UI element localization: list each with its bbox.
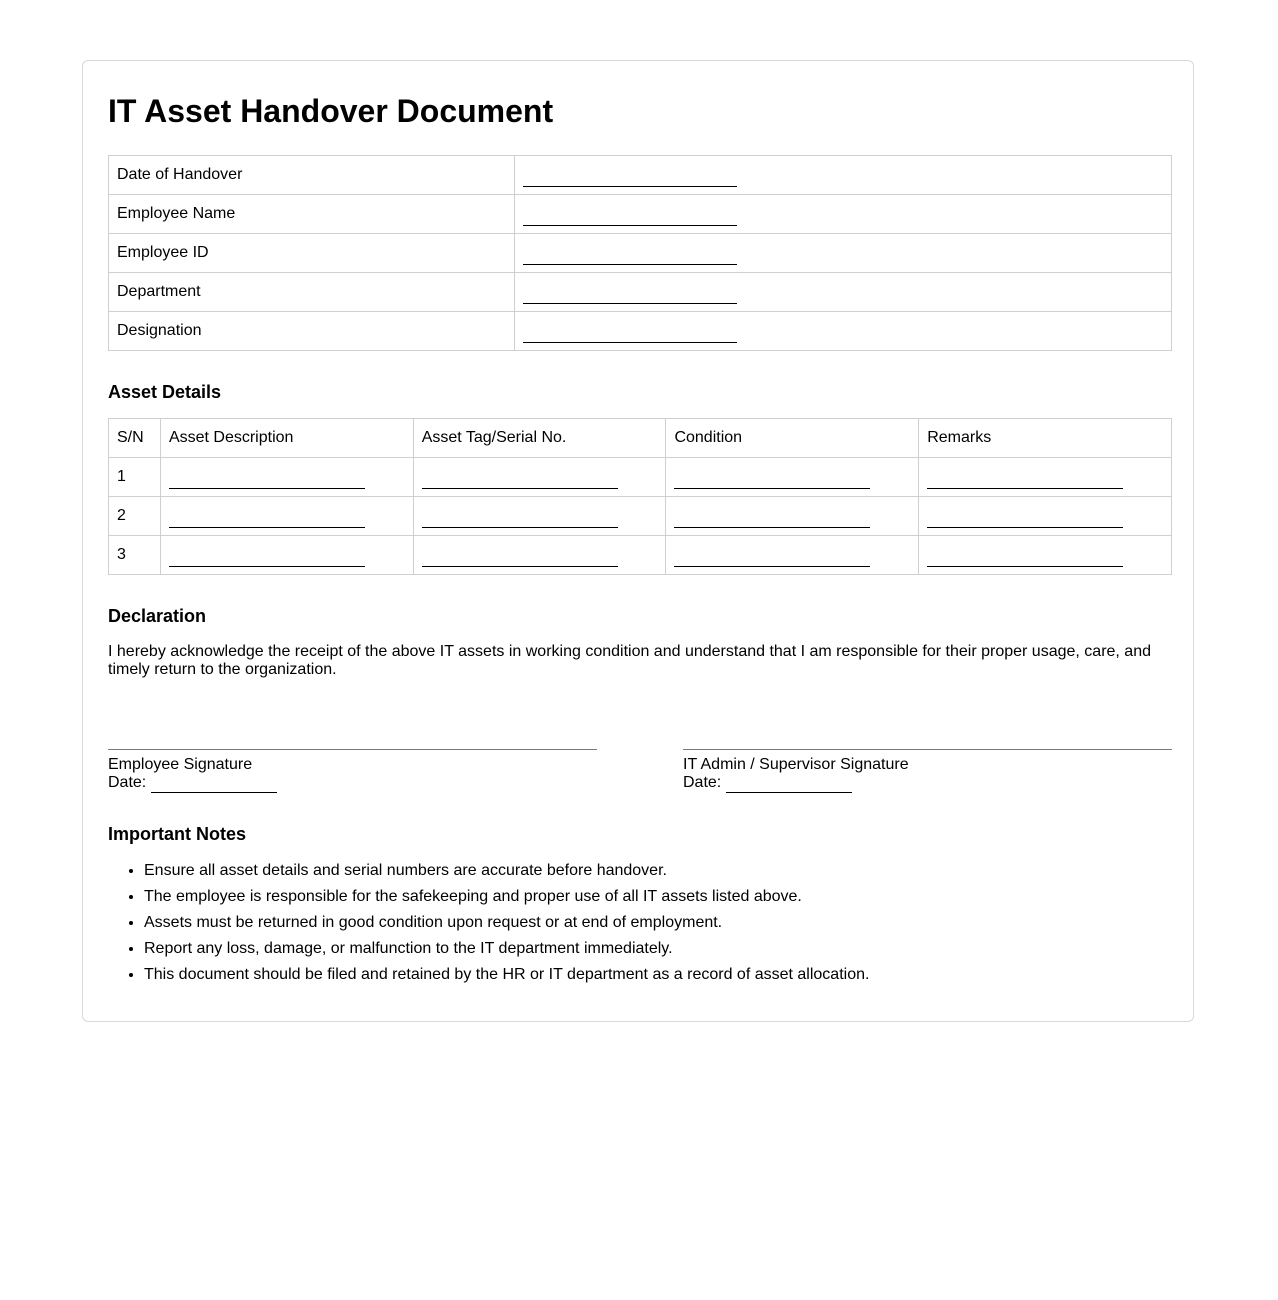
list-item: • Ensure all asset details and serial numbers are accurate before handover. (144, 858, 869, 884)
cell (919, 458, 1172, 497)
page-title: IT Asset Handover Document (108, 93, 554, 129)
info-row-employee-id (109, 234, 1172, 273)
declaration-text: I hereby acknowledge the receipt of the above IT assets in working condition and understand that I am responsible for their proper usage, care, and timely return to the organization. (108, 643, 1151, 678)
cell (919, 536, 1172, 575)
row-serial-number: 2 (109, 497, 161, 536)
remarks-field[interactable] (927, 548, 1123, 567)
column-header-asset-tag: Asset Tag/Serial No. (413, 419, 666, 458)
list-item: • Assets must be returned in good condition upon request or at end of employment. (144, 910, 869, 936)
cell (160, 458, 413, 497)
column-header-asset-description: Asset Description (160, 419, 413, 458)
info-value-cell (515, 234, 1172, 273)
table-row (109, 497, 1172, 536)
info-label: Date of Handover (109, 156, 515, 195)
info-value-cell (515, 156, 1172, 195)
designation-field[interactable] (523, 324, 737, 343)
info-value-cell (515, 273, 1172, 312)
row-serial-number: 3 (109, 536, 161, 575)
table-header-row (109, 419, 1172, 458)
asset-description-field[interactable] (169, 509, 365, 528)
notes-list (108, 858, 869, 988)
asset-tag-field[interactable] (422, 470, 618, 489)
document-card (82, 60, 1194, 1022)
employee-name-field[interactable] (523, 207, 737, 226)
department-field[interactable] (523, 285, 737, 304)
important-notes-heading: Important Notes (108, 824, 247, 844)
cell (413, 497, 666, 536)
info-value-cell (515, 195, 1172, 234)
employee-date-field[interactable] (151, 776, 277, 793)
list-item: • This document should be filed and retained by the HR or IT department as a record of asset allocation. (144, 962, 869, 988)
date-label: Date: (108, 774, 147, 791)
column-header-remarks: Remarks (919, 419, 1172, 458)
cell (413, 458, 666, 497)
info-label: Employee Name (109, 195, 515, 234)
cell (666, 536, 919, 575)
cell (160, 536, 413, 575)
signature-date-line (108, 774, 597, 792)
admin-signature-label: IT Admin / Supervisor Signature (683, 756, 909, 773)
date-of-handover-field[interactable] (523, 168, 737, 187)
admin-date-field[interactable] (726, 776, 852, 793)
employee-info-table (108, 155, 1172, 351)
info-row-department (109, 273, 1172, 312)
admin-signature-block[interactable] (683, 749, 1172, 792)
info-row-designation (109, 312, 1172, 351)
cell (919, 497, 1172, 536)
info-label: Department (109, 273, 515, 312)
remarks-field[interactable] (927, 470, 1123, 489)
info-value-cell (515, 312, 1172, 351)
cell (666, 458, 919, 497)
table-row (109, 458, 1172, 497)
row-serial-number: 1 (109, 458, 161, 497)
remarks-field[interactable] (927, 509, 1123, 528)
info-row-date (109, 156, 1172, 195)
table-row (109, 536, 1172, 575)
column-header-condition: Condition (666, 419, 919, 458)
asset-details-heading: Asset Details (108, 382, 222, 402)
date-label: Date: (683, 774, 722, 791)
list-item: • Report any loss, damage, or malfunction to the IT department immediately. (144, 936, 869, 962)
asset-tag-field[interactable] (422, 548, 618, 567)
condition-field[interactable] (674, 548, 870, 567)
declaration-heading: Declaration (108, 606, 207, 626)
signature-date-line (683, 774, 1172, 792)
cell (160, 497, 413, 536)
column-header-sn: S/N (109, 419, 161, 458)
asset-description-field[interactable] (169, 548, 365, 567)
asset-tag-field[interactable] (422, 509, 618, 528)
cell (666, 497, 919, 536)
list-item: • The employee is responsible for the safekeeping and proper use of all IT assets listed above. (144, 884, 869, 910)
info-row-employee-name (109, 195, 1172, 234)
cell (413, 536, 666, 575)
employee-signature-block[interactable] (108, 749, 597, 792)
info-label: Employee ID (109, 234, 515, 273)
condition-field[interactable] (674, 509, 870, 528)
employee-signature-label: Employee Signature (108, 756, 253, 773)
info-label: Designation (109, 312, 515, 351)
condition-field[interactable] (674, 470, 870, 489)
employee-id-field[interactable] (523, 246, 737, 265)
asset-description-field[interactable] (169, 470, 365, 489)
asset-details-table (108, 418, 1172, 575)
